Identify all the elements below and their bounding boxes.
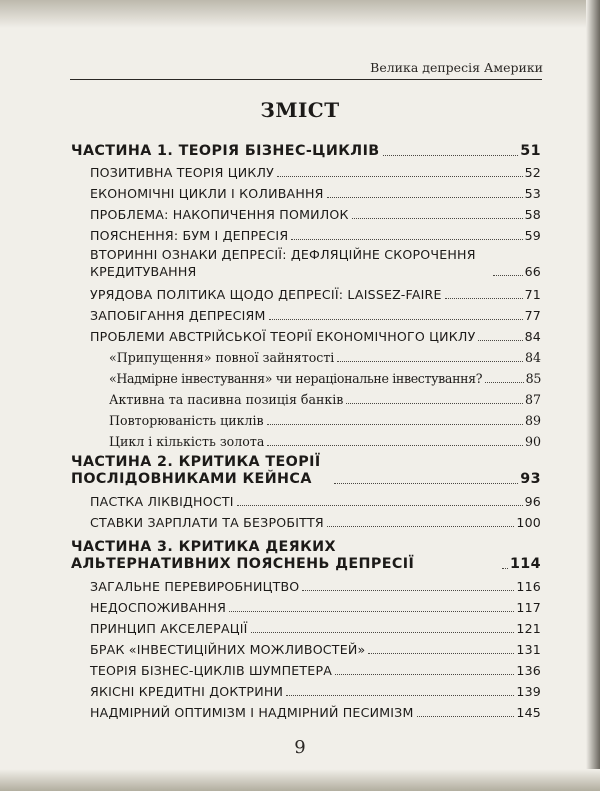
toc-entry-page: 53 bbox=[524, 186, 541, 201]
toc-chapter-entry bbox=[90, 493, 541, 510]
toc-entry-page: 87 bbox=[524, 392, 541, 407]
toc-entry-page: 51 bbox=[520, 143, 541, 159]
toc-section-entry bbox=[109, 391, 541, 408]
leader-dots bbox=[445, 298, 523, 299]
leader-dots bbox=[478, 340, 522, 341]
toc-chapter-entry bbox=[90, 620, 541, 637]
toc-entry-title: БРАК «ІНВЕСТИЦІЙНИХ МОЖЛИВОСТЕЙ» bbox=[90, 642, 366, 657]
toc-entry-title: Цикл і кількість золота bbox=[109, 434, 265, 449]
leader-dots bbox=[485, 382, 524, 383]
toc-entry-title: ПАСТКА ЛІКВІДНОСТІ bbox=[90, 494, 234, 509]
toc-entry-page: 66 bbox=[524, 264, 541, 279]
toc-entry-title: ВТОРИННІ ОЗНАКИ ДЕПРЕСІЇ: ДЕФЛЯЦІЙНЕ СКОРОЧЕННЯ КРЕДИТУВАННЯ bbox=[90, 247, 476, 279]
toc-entry-title: НАДМІРНИЙ ОПТИМІЗМ І НАДМІРНИЙ ПЕСИМІЗМ bbox=[90, 705, 414, 720]
leader-dots bbox=[327, 526, 515, 527]
toc-chapter-entry bbox=[90, 246, 541, 280]
toc-entry-page: 136 bbox=[516, 663, 541, 678]
leader-dots bbox=[335, 674, 514, 675]
toc-entry-title: ПРИНЦИП АКСЕЛЕРАЦІЇ bbox=[90, 621, 248, 636]
toc-entry-page: 131 bbox=[516, 642, 541, 657]
toc-entry-title: ПРОБЛЕМА: НАКОПИЧЕННЯ ПОМИЛОК bbox=[90, 207, 349, 222]
toc-entry-page: 84 bbox=[524, 350, 541, 365]
toc-entry-title: ПОЗИТИВНА ТЕОРІЯ ЦИКЛУ bbox=[90, 165, 275, 180]
toc-entry-page: 59 bbox=[524, 228, 541, 243]
leader-dots bbox=[267, 445, 523, 446]
toc-entry-title: ЗАПОБІГАННЯ ДЕПРЕСІЯМ bbox=[90, 308, 266, 323]
toc-entry-title: ЧАСТИНА 2. КРИТИКА ТЕОРІЇ ПОСЛІДОВНИКАМИ КЕЙНСА bbox=[71, 454, 321, 487]
toc-chapter-entry bbox=[90, 206, 541, 223]
toc-entry-page: 121 bbox=[516, 621, 541, 636]
toc-entry-title: ПОЯСНЕННЯ: БУМ І ДЕПРЕСІЯ bbox=[90, 228, 289, 243]
toc-entry-title: «Надмірне інвестування» чи нераціональне інвестування? bbox=[109, 371, 483, 386]
toc-chapter-entry bbox=[90, 227, 541, 244]
toc-entry-title: ЯКІСНІ КРЕДИТНІ ДОКТРИНИ bbox=[90, 684, 284, 699]
toc-chapter-entry bbox=[90, 578, 541, 595]
leader-dots bbox=[368, 653, 514, 654]
toc-section-entry bbox=[109, 349, 541, 366]
toc-entry-page: 117 bbox=[516, 600, 541, 615]
toc-chapter-entry bbox=[90, 704, 541, 721]
toc-chapter-entry bbox=[90, 514, 541, 531]
toc-entry-title: ЕКОНОМІЧНІ ЦИКЛИ І КОЛИВАННЯ bbox=[90, 186, 324, 201]
leader-dots bbox=[383, 155, 519, 156]
toc-chapter-entry bbox=[90, 683, 541, 700]
toc-entry-page: 58 bbox=[524, 207, 541, 222]
toc-entry-title: СТАВКИ ЗАРПЛАТИ ТА БЕЗРОБІТТЯ bbox=[90, 515, 324, 530]
leader-dots bbox=[277, 176, 523, 177]
toc-section-entry bbox=[109, 370, 541, 387]
leader-dots bbox=[286, 695, 514, 696]
toc-chapter-entry bbox=[90, 662, 541, 679]
toc-entry-page: 96 bbox=[524, 494, 541, 509]
leader-dots bbox=[417, 716, 515, 717]
toc-entry-page: 85 bbox=[525, 371, 541, 386]
toc-entry-title: ЧАСТИНА 1. ТЕОРІЯ БІЗНЕС-ЦИКЛІВ bbox=[71, 143, 380, 159]
toc-entry-page: 71 bbox=[524, 287, 541, 302]
toc-entry-title: ПРОБЛЕМИ АВСТРІЙСЬКОЇ ТЕОРІЇ ЕКОНОМІЧНОГО ЦИКЛУ bbox=[90, 329, 476, 344]
toc-entry-page: 114 bbox=[509, 556, 541, 572]
leader-dots bbox=[352, 218, 523, 219]
toc-entry-title: НЕДОСПОЖИВАННЯ bbox=[90, 600, 227, 615]
leader-dots bbox=[337, 361, 523, 362]
page-number: 9 bbox=[294, 737, 306, 758]
toc-chapter-entry bbox=[90, 599, 541, 616]
toc-entry-page: 52 bbox=[524, 165, 541, 180]
toc-part-entry bbox=[71, 143, 541, 160]
toc-title: ЗМІСТ bbox=[260, 98, 340, 122]
leader-dots bbox=[493, 275, 523, 276]
toc-entry-page: 90 bbox=[524, 434, 541, 449]
leader-dots bbox=[327, 197, 523, 198]
running-head: Велика депресія Америки bbox=[370, 60, 543, 75]
toc-entry-page: 116 bbox=[516, 579, 541, 594]
leader-dots bbox=[269, 319, 523, 320]
toc-chapter-entry bbox=[90, 307, 541, 324]
leader-dots bbox=[346, 403, 523, 404]
leader-dots bbox=[229, 611, 514, 612]
toc-entry-title: Повторюваність циклів bbox=[109, 413, 264, 428]
toc-entry-page: 93 bbox=[520, 471, 541, 487]
leader-dots bbox=[334, 483, 518, 484]
toc-entry-title: ТЕОРІЯ БІЗНЕС-ЦИКЛІВ ШУМПЕТЕРА bbox=[90, 663, 333, 678]
toc-part-entry bbox=[71, 539, 541, 573]
toc-part-entry bbox=[71, 454, 541, 488]
leader-dots bbox=[502, 568, 508, 569]
leader-dots bbox=[251, 632, 515, 633]
leader-dots bbox=[267, 424, 523, 425]
toc-chapter-entry bbox=[90, 641, 541, 658]
toc-entry-page: 89 bbox=[524, 413, 541, 428]
toc-entry-page: 139 bbox=[516, 684, 541, 699]
toc-section-entry bbox=[109, 412, 541, 429]
toc-chapter-entry bbox=[90, 164, 541, 181]
leader-dots bbox=[291, 239, 522, 240]
toc-entry-page: 100 bbox=[516, 515, 541, 530]
toc-entry-title: «Припущення» повної зайнятості bbox=[109, 350, 335, 365]
toc-chapter-entry bbox=[90, 328, 541, 345]
toc-section-entry bbox=[109, 433, 541, 450]
leader-dots bbox=[237, 505, 523, 506]
toc-entry-title: Активна та пасивна позиція банків bbox=[109, 392, 344, 407]
toc-entry-page: 145 bbox=[516, 705, 541, 720]
toc-entry-title: ЗАГАЛЬНЕ ПЕРЕВИРОБНИЦТВО bbox=[90, 579, 300, 594]
toc-entry-page: 77 bbox=[524, 308, 541, 323]
toc-chapter-entry bbox=[90, 286, 541, 303]
toc-chapter-entry bbox=[90, 185, 541, 202]
toc-entry-page: 84 bbox=[524, 329, 541, 344]
leader-dots bbox=[302, 590, 514, 591]
toc-entry-title: УРЯДОВА ПОЛІТИКА ЩОДО ДЕПРЕСІЇ: LAISSEZ-FAIRE bbox=[90, 287, 442, 302]
toc-entry-title: ЧАСТИНА 3. КРИТИКА ДЕЯКИХ АЛЬТЕРНАТИВНИХ ПОЯСНЕНЬ ДЕПРЕСІЇ bbox=[71, 539, 415, 572]
